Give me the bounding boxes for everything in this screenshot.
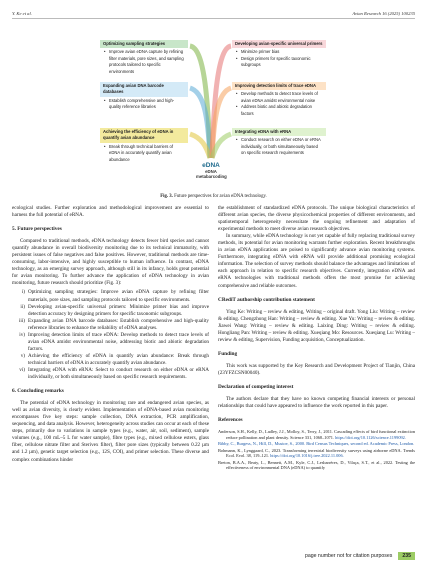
list-text: Achieving the efficiency of eDNA in quantify avian abundance: Break through technical barriers of eDNA in accurately quantify avian abundance. (28, 352, 209, 366)
box-universal-primers (232, 40, 326, 69)
section-heading-competing-interest: Declaration of competing interest (218, 383, 294, 390)
hub-logo: eDNA (202, 162, 220, 169)
list-item (12, 304, 209, 318)
box-sampling-strategies (100, 40, 188, 75)
section-heading-funding: Funding (218, 350, 238, 357)
header-authors: Y. Ke et al. (12, 11, 32, 16)
box-edna-erna (232, 128, 326, 157)
reference-item: Bohmann, K., Lynggaard, C., 2023. Transforming terrestrial biodiversity surveys using airborne eDNA. Trends Ecol. Evol. 38, 119–121. https://doi.org/10.1016/j.tree.2022.11.006. (218, 447, 415, 459)
list-item (12, 367, 209, 381)
box-abundance-efficiency (100, 128, 188, 163)
box-item: • Develop methods to detect trace levels of avian eDNA amidst environmental noise (235, 91, 323, 104)
box-title: Improving detection limits of trace eDNA (232, 82, 326, 90)
list-number: v) (20, 352, 25, 359)
list-item (12, 318, 209, 332)
left-column (12, 205, 209, 464)
box-item: • Break through technical barriers of eDNA in accurately quantify avian abundance (103, 144, 185, 163)
box-item: • Address biotic and abiotic degradation factors (235, 104, 323, 117)
list-text: Developing avian-specific universal primers: Minimize primer bias and improve detection accuracy by designing primers for specific taxonomic subgroups. (28, 303, 209, 317)
footer-note: page number not for citation purposes (304, 553, 393, 559)
paragraph: the establishment of standardized eDNA protocols. The unique biological characteristics of different avian species, the diverse physicochemical properties of different environments, and spatiotemporal heterogeneity necessitate the ongoing refinement and adaptation of experimental methods to meet diverse avian research objectives. (218, 205, 415, 233)
box-item: • Establish comprehensive and high-quality reference libraries (103, 98, 185, 111)
header-journal: Avian Research 16 (2025) 100235 (352, 11, 415, 16)
paragraph: ecological studies. Further exploration and methodological improvement are essential to harness the full potential of eRNA. (12, 205, 209, 219)
box-title: Integrating eDNA with eRNA (232, 128, 326, 136)
box-title: Expanding avian DNA barcode databases (100, 82, 188, 97)
list-text: Optimizing sampling strategies: Improve avian eDNA capture by refining filter materials, pore sizes, and sampling protocols tailored to specific environments. (28, 289, 209, 303)
box-item: • Improve avian eDNA capture by refining filter materials, pore sizes, and sampling protocols tailored to specific environments (103, 49, 185, 75)
reference-link[interactable]: https://doi.org/10.1126/science.1199092. (335, 434, 406, 440)
reference-item: Bibby, C., Burgess, N., Hill, D., Mustoe, S., 2000. Bird Census Techniques, second ed. Academic Press, London. (218, 441, 415, 447)
figure-3 (100, 36, 326, 186)
list-number: iv) (19, 331, 25, 338)
right-column (218, 205, 415, 472)
reference-item: Anderson, S.H., Kelly, D., Ladley, J.J., Molloy, S., Terry, J., 2011. Cascading effects of bird functional extinction reduce pollination and plant density. Science 331, 1068–1071. https://doi.org/10.1126/science.1199092. (218, 429, 415, 440)
hub-edna-metabarcoding (196, 162, 226, 179)
list-item (12, 353, 209, 367)
hub-label: eDNA metabarcoding (196, 169, 227, 179)
box-item: • Conduct research on either eDNA or eRNA individually, or both simultaneously based on specific research requirements (235, 137, 323, 156)
list-number: i) (21, 289, 25, 296)
list-item (12, 289, 209, 303)
list-text: Expanding avian DNA barcode databases: Establish comprehensive and high-quality reference libraries to enhance the reliability of eDNA analyses. (28, 317, 209, 331)
box-barcode-databases (100, 82, 188, 111)
paragraph: The potential of eDNA technology in monitoring rare and endangered avian species, as well as avian diversity, is clearly evident. Implementation of eDNA-based avian monitoring encompasses five key steps: sample collection, DNA extraction, PCR amplification, sequencing, and data analysis. However, heterogeneity across studies can occur at each of these steps, primarily due to variations in sample types (e.g., water, air, soil, sediment), sample volumes (e.g., 100 mL–5 L for water sample), fibre types (e.g., mixed cellulose esters, glass fiber, cellulose nitrate filter and Sterivex filter), filter pore sizes (typically between 0.22 µm and 1.2 µm), genetic target selection (e.g., 12S, COI), and primer selection. These diverse and complex combinations hinder (12, 400, 209, 463)
list-number: ii) (20, 303, 25, 310)
section-heading-credit: CRediT authorship contribution statement (218, 296, 315, 303)
box-item: • Design primers for specific taxonomic subgroups (235, 56, 323, 69)
reference-list (218, 429, 415, 471)
paragraph: In summary, while eDNA technology is not yet capable of fully replacing traditional survey methods, its potential for avian monitoring warrants further exploration. Recent breakthroughs in avian eDNA applications are poised to significantly advance avian monitoring systems. Furthermore, integrating eDNA with eRNA will provide additional promising ecological information. The selection of survey methods should balance the advantages and limitations of each approach in relation to specific research objectives. Currently, integration eDNA and eRNA technologies with traditional methods offers the most promise for achieving comprehensive and reliable outcomes. (218, 233, 415, 289)
box-item: • Minimize primer bias (235, 49, 323, 55)
list-text: Improving detection limits of trace eDNA: Develop methods to detect trace levels of avian eDNA amidst environmental noise, addressing biotic and abiotic degradation factors. (28, 331, 209, 352)
header-rule (12, 18, 415, 19)
caption-label: Fig. 3. (160, 194, 173, 199)
paragraph: The authors declare that they have no known competing financial interests or personal relationships that could have appeared to influence the work reported in this paper. (218, 396, 415, 410)
box-title: Developing avian-specific universal primers (232, 40, 326, 48)
list-number: iii) (19, 317, 25, 324)
priority-list (12, 289, 209, 381)
section-heading-concluding-remarks: 6. Concluding remarks (12, 388, 64, 395)
paragraph: Compared to traditional methods, eDNA technology detects fewer bird species and cannot quantify abundance in overall biodiversity monitoring due to its technical immaturity, with persistent issues of false negatives and false positives. However, traditional methods are time-consuming, labor-intensive, and highly susceptible to human influence. In contrast, eDNA technology, as an emerging survey approach, although still in its infancy, holds great potential for avian monitoring. To further advance the application of eDNA technology in avian monitoring, future research should prioritize (Fig. 3): (12, 238, 209, 287)
list-text: Integrating eDNA with eRNA: Select to conduct research on either eDNA or eRNA individually, or both simultaneously based on specific research requirements. (28, 366, 209, 381)
caption-text: Future perspectives for avian eDNA technology. (174, 194, 267, 199)
paragraph: This work was supported by the Key Research and Development Project of Tianjin, China (23YFZCSN00040). (218, 362, 415, 376)
reference-item: Breton, B.A.A., Beaty, L., Bennett, A.M., Kyle, C.J., Lesbarrères, D., Vilaça, S.T., et al., 2022. Testing the effectiveness of environmental DNA (eDNA) to quantify (218, 459, 415, 471)
box-title: Achieving the efficiency of eDNA in quantify avian abundance (100, 128, 188, 143)
list-number: vi) (19, 366, 25, 373)
box-title: Optimizing sampling strategies (100, 40, 188, 48)
page-number: 235 (398, 552, 415, 560)
section-heading-references: References (218, 417, 243, 424)
reference-link[interactable]: https://doi.org/10.1016/j.tree.2022.11.006. (270, 453, 344, 459)
section-heading-future-perspectives: 5. Future perspectives (12, 226, 62, 233)
page-footer (305, 552, 415, 560)
box-detection-limits (232, 82, 326, 117)
list-item (12, 332, 209, 353)
paragraph: Ying Ke: Writing – review & editing, Writing – original draft. Yong Liu: Writing – review & editing. Chengzhong Han: Writing – review & editing. Xue Yu: Writing – review & editing. Jiawei Wang: Writing – review & editing. Laixing Ding: Writing – review & editing. Hongliang Pan: Writing – review & editing. Xueqiang Mo: Resources. Xueqiang Lu: Writing – review & editing, Supervision, Funding acquisition, Conceptualization. (218, 308, 415, 343)
figure-caption (0, 194, 427, 199)
